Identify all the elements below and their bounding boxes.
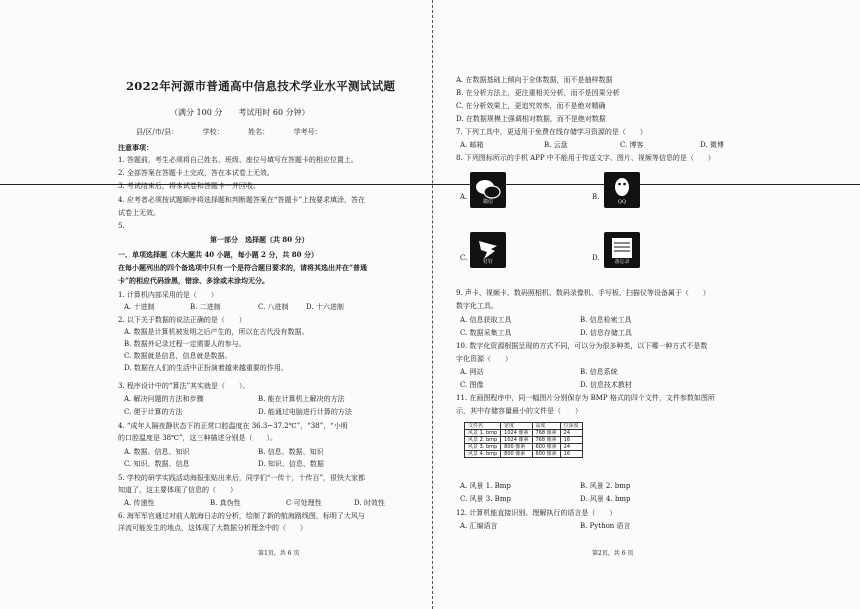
q10-option-d: D. 信息技术教材: [580, 381, 632, 389]
q4-text-1: 4. “成年人隔夜静状态下的正常口腔温度在 36.3~37.2℃”，“38”，“小明: [118, 422, 348, 430]
q5-option-b: B. 真伪性: [210, 499, 241, 507]
qq-icon-label: QQ: [617, 199, 627, 205]
table-row: [465, 430, 583, 437]
q8-text: 8. 下列图标所示的手机 APP 中不能用于传送文字、图片、视频等信息的是（ ）: [456, 154, 715, 162]
note-4-cont: 试卷上无效。: [118, 209, 160, 217]
section-heading: 一、单项选择题（本大题共 40 小题，每小题 2 分，共 80 分）: [118, 250, 318, 259]
q1-text: 1. 计算机内部采用的是（ ）: [118, 291, 218, 299]
q5-text-2: 知道了，这主要体现了信息的（ ）: [118, 486, 237, 494]
table-cell: 风景 2. bmp: [465, 437, 501, 444]
q6-option-a: A. 在数据基础上倾向于全体数据，而不是抽样数据: [456, 76, 613, 84]
table-header-cell: 文件名: [465, 423, 501, 430]
table-row: [465, 437, 583, 444]
q9-option-a: A. 信息获取工具: [460, 316, 512, 324]
q9-text-1: 9. 声卡、视频卡、数码照相机、数码录像机、手写板、扫描仪等设备属于（ ）: [456, 289, 710, 297]
q5-text-1: 5. 学校的研学实践活动海报张贴出来后，同学们“一传十，十传百”，很快大家都: [118, 474, 366, 482]
q7-option-b: B. 云盘: [544, 141, 568, 149]
fold-line: [432, 0, 433, 609]
table-header-cell: 宽度: [501, 423, 532, 430]
table-cell: 768 像素: [532, 437, 560, 444]
memo-icon: [604, 232, 640, 268]
q1-option-d: D. 十六进制: [306, 303, 344, 311]
table-cell: 600 像素: [532, 444, 560, 451]
page-footer-1: 第1页，共 6 页: [258, 550, 300, 557]
q6-option-d: D. 在数据规模上强调相对数据，而不是绝对数据: [456, 115, 606, 123]
q6-text-2: 洋流可能发生的地点，这体现了大数据分析理念中的（ ）: [118, 524, 307, 532]
table-cell: 800 像素: [501, 444, 532, 451]
table-cell: 768 像素: [532, 430, 560, 437]
table-cell: 风景 3. bmp: [465, 444, 501, 451]
q10-text-1: 10. 数字化资源根据呈现的方式不同，可以分为很多种类，以下哪一种方式不是数: [456, 342, 708, 350]
q8-label-b: B.: [592, 193, 600, 201]
q11-text-1: 11. 在画图程序中，同一幅图片分别保存为 BMP 格式的四个文件，文件参数如图所: [456, 394, 715, 402]
q1-option-a: A. 十进制: [124, 303, 155, 311]
q11-text-2: 示，其中存储容量最小的文件是（ ）: [456, 407, 582, 415]
wechat-icon: [470, 172, 506, 208]
q4-option-c: C. 知识、数据、信息: [124, 460, 190, 468]
q7-text: 7. 下列工具中，更适用于免费在线存储学习资源的是（ ）: [456, 128, 647, 136]
note-2: 2. 全部答案在答题卡上完成，答在本试卷上无效。: [118, 169, 274, 177]
q8-label-a: A.: [460, 193, 468, 201]
q7-option-d: D. 微博: [700, 141, 724, 149]
dingtalk-icon: [470, 232, 506, 268]
q9-option-b: B. 信息检索工具: [580, 316, 632, 324]
note-3: 3. 考试结束后，将本试卷和答题卡一并回收。: [118, 182, 260, 190]
q3-text: 3. 程序设计中的“算法”其实就是（ ）。: [118, 382, 250, 390]
q2-text: 2. 以下关于数据的说法正确的是（ ）: [118, 316, 246, 324]
memo-icon-label: 备忘录: [614, 259, 630, 265]
q2-option-d: D. 数据在人们的生活中正扮演着越来越重要的作用。: [124, 364, 288, 372]
table-header-cell: 位深度: [560, 423, 582, 430]
part-heading: 第一部分 选择题（共 80 分）: [210, 235, 309, 244]
q3-option-c: C. 便于计算的方法: [124, 408, 183, 416]
q2-option-b: B. 数据外记录过程一定需要人的参与。: [124, 340, 246, 348]
table-cell: 16: [560, 437, 582, 444]
table-cell: 风景 4. bmp: [465, 451, 501, 458]
q7-option-c: C. 博客: [620, 141, 644, 149]
q6-option-b: B. 在分析方法上，更注重相关分析，而不是因果分析: [456, 89, 620, 97]
q6-option-c: C. 在分析效果上，更追究效率，而不是绝对精确: [456, 102, 606, 110]
table-row: [465, 444, 583, 451]
section-desc-1: 在每小题列出的四个备选项中只有一个是符合题目要求的，请将其选出并在“普通: [118, 263, 368, 272]
table-cell: 1024 像素: [501, 437, 532, 444]
q10-option-a: A. 网站: [460, 368, 484, 376]
q12-option-b: B. Python 语言: [580, 522, 631, 530]
table-header-cell: 高度: [532, 423, 560, 430]
q1-option-b: B. 二进制: [190, 303, 221, 311]
note-5: 5.: [118, 222, 125, 230]
dingtalk-icon-label: 钉钉: [482, 259, 493, 265]
q4-option-a: A. 数据、信息、知识: [124, 448, 190, 456]
student-info-line: 县/区/市/县： 学校： 姓名： 学考号：: [136, 128, 322, 136]
q9-option-c: C. 数据采集工具: [460, 329, 512, 337]
q3-option-d: D. 能通过电脑进行计算的方法: [258, 408, 352, 416]
q9-text-2: 数字化工具。: [456, 302, 498, 310]
table-cell: 16: [560, 451, 582, 458]
q4-option-b: B. 信息、数据、知识: [258, 448, 324, 456]
q10-option-b: B. 信息系统: [580, 368, 618, 376]
table-cell: 风景 1. bmp: [465, 430, 501, 437]
table-header-row: [465, 423, 583, 430]
q4-text-2: 的口腔温度是 38℃”，这三种描述分别是（ ）。: [118, 434, 278, 442]
qq-icon: [604, 172, 640, 208]
q8-label-d: D.: [592, 254, 600, 262]
q5-option-c: C 可处理性: [286, 499, 322, 507]
q2-option-c: C. 数据就是信息，信息就是数据。: [124, 352, 232, 360]
page-footer-2: 第2页，共 6 页: [592, 550, 634, 557]
q3-option-b: B. 能在计算机上解决的方法: [258, 395, 345, 403]
wechat-icon-label: 微信: [482, 199, 493, 205]
q6-text-1: 6. 海军军官通过对前人航海日志的分析，绘制了新的航海路线图，标明了大风与: [118, 512, 365, 520]
q12-text: 12. 计算机能直接识别、理解执行的语言是（ ）: [456, 509, 617, 517]
notes-heading: 注意事项：: [118, 143, 153, 152]
q12-option-a: A. 汇编语言: [460, 522, 498, 530]
q8-label-c: C.: [460, 254, 468, 262]
table-cell: 800 像素: [501, 451, 532, 458]
exam-subtitle: （满分 100 分 考试用时 60 分钟）: [170, 108, 310, 117]
q10-option-c: C. 图像: [460, 381, 484, 389]
q1-option-c: C. 八进制: [258, 303, 289, 311]
section-desc-2: 卡”的相应代码涂黑，错涂、多涂或未涂均无分。: [118, 276, 270, 285]
q11-option-a: A. 风景 1. Bmp: [460, 482, 511, 490]
table-cell: 24: [560, 430, 582, 437]
table-cell: 24: [560, 444, 582, 451]
q11-option-d: D. 风景 4. bmp: [580, 495, 631, 503]
table-row: [465, 451, 583, 458]
note-4: 4. 应考者必须按试题顺序将选择题和判断题答案在“答题卡”上按要求填涂，答在: [118, 196, 366, 204]
q5-option-d: D. 时效性: [354, 499, 385, 507]
q3-option-a: A. 解决问题的方法和步骤: [124, 395, 204, 403]
q11-option-b: B. 风景 2. bmp: [580, 482, 631, 490]
q10-text-2: 字化资源（ ）: [456, 355, 512, 363]
file-params-table: [464, 422, 583, 458]
table-cell: 1024 像素: [501, 430, 532, 437]
q11-option-c: C. 风景 3. Bmp: [460, 495, 511, 503]
q7-option-a: A. 邮箱: [460, 141, 484, 149]
note-1: 1. 答题前，考生必须将自己姓名、班级、座位号填写在答题卡的相应位置上。: [118, 156, 358, 164]
exam-title: 2022年河源市普通高中信息技术学业水平测试试题: [126, 79, 396, 93]
q9-option-d: D. 信息存储工具: [580, 329, 632, 337]
table-cell: 600 像素: [532, 451, 560, 458]
q5-option-a: A. 传递性: [124, 499, 155, 507]
q4-option-d: D. 知识、信息、数据: [258, 460, 324, 468]
q2-option-a: A. 数据是计算机被发明之后产生的，所以在古代没有数据。: [124, 328, 309, 336]
